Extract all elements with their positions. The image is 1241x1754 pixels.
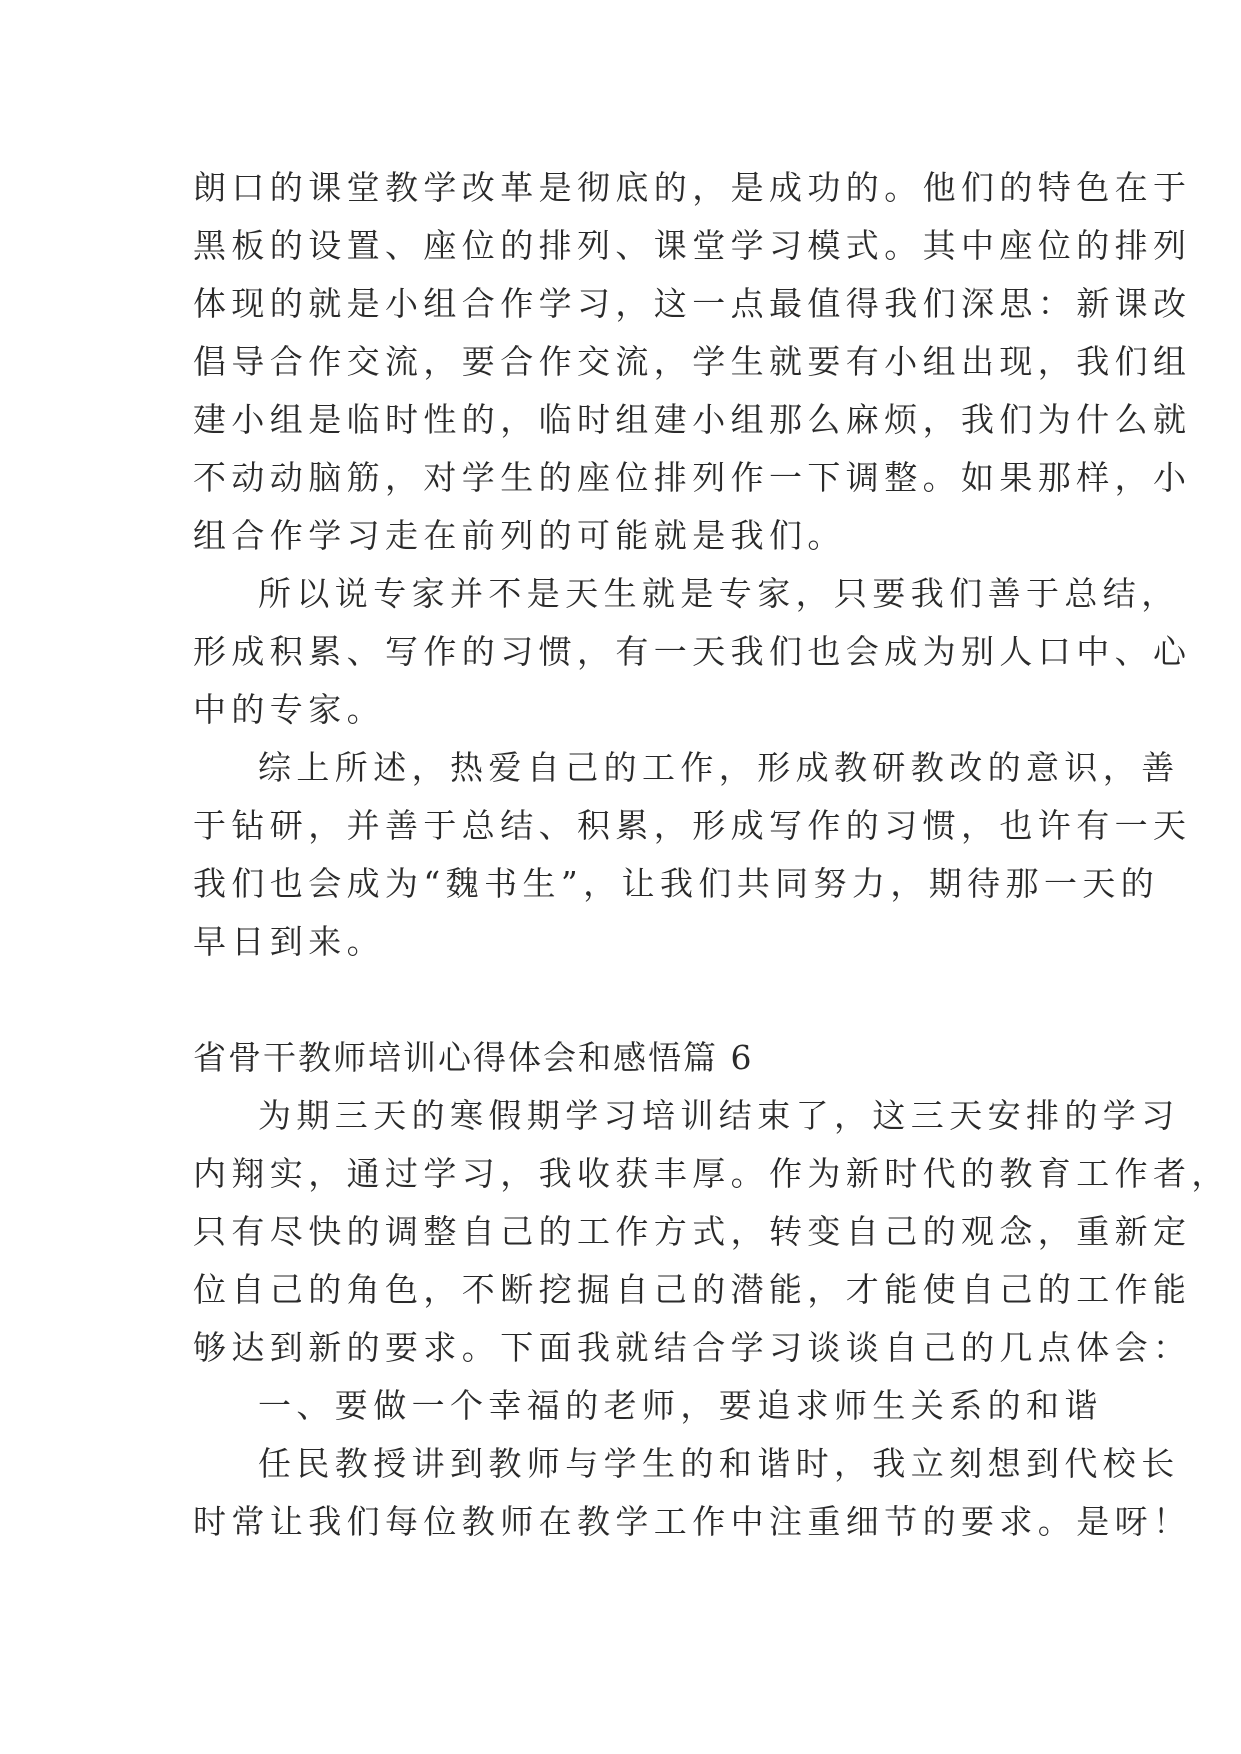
section-heading: 省骨干教师培训心得体会和感悟篇 6 xyxy=(193,1038,754,1077)
text-line: 任民教授讲到教师与学生的和谐时，我立刻想到代校长 xyxy=(258,1444,1180,1483)
text-line: 内翔实，通过学习，我收获丰厚。作为新时代的教育工作者， xyxy=(193,1154,1230,1193)
text-line: 为期三天的寒假期学习培训结束了，这三天安排的学习 xyxy=(258,1096,1180,1135)
text-line: 只有尽快的调整自己的工作方式，转变自己的观念，重新定 xyxy=(193,1212,1192,1251)
text-line: 不动动脑筋，对学生的座位排列作一下调整。如果那样，小 xyxy=(193,458,1192,497)
text-line: 倡导合作交流，要合作交流，学生就要有小组出现，我们组 xyxy=(193,342,1192,381)
text-line: 时常让我们每位教师在教学工作中注重细节的要求。是呀！ xyxy=(193,1502,1192,1541)
text-line: 早日到来。 xyxy=(193,922,385,961)
text-line: 形成积累、写作的习惯，有一天我们也会成为别人口中、心 xyxy=(193,632,1192,671)
text-line: 朗口的课堂教学改革是彻底的，是成功的。他们的特色在于 xyxy=(193,168,1192,207)
point-heading: 一、要做一个幸福的老师，要追求师生关系的和谐 xyxy=(258,1386,1103,1425)
text-line: 我们也会成为“魏书生”，让我们共同努力，期待那一天的 xyxy=(193,864,1160,903)
text-line: 建小组是临时性的，临时组建小组那么麻烦，我们为什么就 xyxy=(193,400,1192,439)
text-line: 体现的就是小组合作学习，这一点最值得我们深思：新课改 xyxy=(193,284,1192,323)
text-line: 于钻研，并善于总结、积累，形成写作的习惯，也许有一天 xyxy=(193,806,1192,845)
text-line: 所以说专家并不是天生就是专家，只要我们善于总结， xyxy=(258,574,1180,613)
text-line: 够达到新的要求。下面我就结合学习谈谈自己的几点体会： xyxy=(193,1328,1192,1367)
text-line: 组合作学习走在前列的可能就是我们。 xyxy=(193,516,846,555)
text-line: 中的专家。 xyxy=(193,690,385,729)
text-line: 综上所述，热爱自己的工作，形成教研教改的意识，善 xyxy=(258,748,1180,787)
text-line: 位自己的角色，不断挖掘自己的潜能，才能使自己的工作能 xyxy=(193,1270,1192,1309)
text-line: 黑板的设置、座位的排列、课堂学习模式。其中座位的排列 xyxy=(193,226,1192,265)
